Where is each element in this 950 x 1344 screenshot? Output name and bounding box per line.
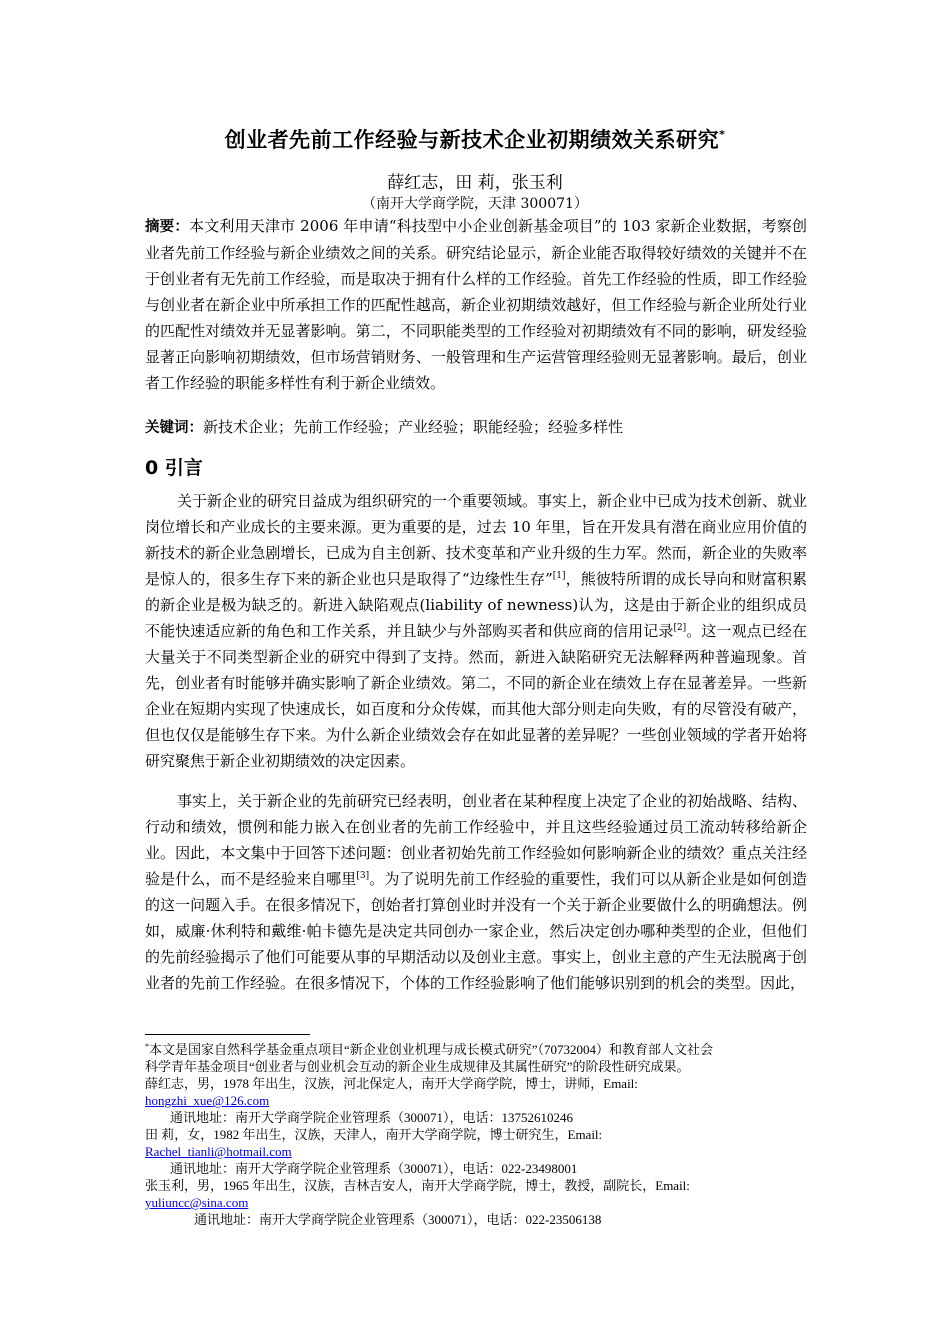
author-list: 薛红志，田 莉，张玉利: [387, 173, 563, 193]
author3-email-link[interactable]: yuliuncc@sina.com: [145, 1195, 249, 1210]
author1-email-link[interactable]: hongzhi_xue@126.com: [145, 1093, 270, 1108]
section-heading: 0 引言: [145, 457, 203, 479]
paragraph-text: 。为了说明先前工作经验的重要性，我们可以从新企业是如何创造的这一问题入手。在很多情况下，创始者打算创业时并没有一个关于新企业要做什么的明确想法。例如，威廉·休利特和戴维·帕卡德先是决定共同创办一家企业，然后决定创办哪种类型的企业，但他们的先前经验揭示了他们可能要从事的早期活动以及创业主意。事实上，创业主意的产生无法脱离于创业者的先前工作经验。在很多情况下，个体的工作经验影响了他们能够识别到的机会的类型。因此，: [145, 870, 807, 992]
abstract-label: 摘要：: [145, 219, 190, 235]
author3-address: 通讯地址：南开大学商学院企业管理系（300071），电话：022-23506138: [194, 1212, 602, 1227]
funding-note: [145, 1041, 815, 1058]
footnote-divider: [145, 1034, 310, 1035]
citation-ref: [1]: [552, 571, 566, 581]
abstract-text: 本文利用天津市 2006 年申请“科技型中小企业创新基金项目”的 103 家新企业数据，考察创业者先前工作经验与新企业绩效之间的关系。研究结论显示，新企业能否取得较好绩效的关键并不在于创业者有无先前工作经验，而是取决于拥有什么样的工作经验。首先工作经验的性质，即工作经验与创业者在新企业中所承担工作的匹配性越高，新企业初期绩效越好，但工作经验与新企业所处行业的匹配性对绩效并无显著影响。第二，不同职能类型的工作经验对初期绩效有不同的影响，研发经验显著正向影响初期绩效，但市场营销财务、一般管理和生产运营管理经验则无显著影响。最后，创业者工作经验的职能多样性有利于新企业绩效。: [145, 217, 808, 392]
keywords-text: 新技术企业；先前工作经验；产业经验；职能经验；经验多样性: [203, 418, 624, 436]
body-paragraph-1: [145, 488, 807, 774]
keywords-label: 关键词：: [145, 420, 203, 436]
title-text: 创业者先前工作经验与新技术企业初期绩效关系研究: [224, 128, 720, 152]
citation-ref: [2]: [673, 623, 687, 633]
affiliation: （南开大学商学院，天津 300071）: [362, 196, 588, 212]
funding-text-2: 科学青年基金项目“创业者与创业机会互动的新企业生成规律及其属性研究”的阶段性研究成果。: [145, 1059, 690, 1074]
keywords: [145, 414, 807, 441]
author2-bio: 田 莉，女，1982 年出生，汉族，天津人，南开大学商学院，博士研究生，Email:: [145, 1127, 603, 1142]
paragraph-text: 关于新企业的研究日益成为组织研究的一个重要领域。事实上，新企业中已成为技术创新、就业岗位增长和产业成长的主要来源。更为重要的是，过去 10 年里，旨在开发具有潜在商业应用价值的新技术的新企业急剧增长，已成为自主创新、技术变革和产业升级的生力军。然而，新企业的失败率是惊人的，很多生存下来的新企业也只是取得了“边缘性生存”: [145, 492, 808, 588]
author2-address: 通讯地址：南开大学商学院企业管理系（300071），电话：022-23498001: [170, 1161, 578, 1176]
abstract: [145, 213, 807, 396]
author1-address: 通讯地址：南开大学商学院企业管理系（300071），电话：13752610246: [170, 1110, 574, 1125]
body-paragraph-2: [145, 788, 807, 996]
paper-title: [0, 124, 950, 154]
author1-bio: 薛红志，男，1978 年出生，汉族，河北保定人，南开大学商学院，博士，讲师，Email:: [145, 1076, 638, 1091]
author2-email-link[interactable]: Rachel_tianli@hotmail.com: [145, 1144, 292, 1159]
footnote-marker: *: [145, 1042, 149, 1051]
paragraph-text: 。这一观点已经在大量关于不同类型新企业的研究中得到了支持。然而，新进入缺陷研究无法解释两种普遍现象。首先，创业者有时能够并确实影响了新企业绩效。第二，不同的新企业在绩效上存在显著差异。一些新企业在短期内实现了快速成长，如百度和分众传媒，而其他大部分则走向失败，有的尽管没有破产，但也仅仅是能够生存下来。为什么新企业绩效会存在如此显著的差异呢？一些创业领域的学者开始将研究聚焦于新企业初期绩效的决定因素。: [145, 622, 807, 770]
footnotes: [145, 1041, 815, 1228]
funding-text-1: 本文是国家自然科学基金重点项目“新企业创业机理与成长模式研究”（70732004）和教育部人文社会: [149, 1042, 714, 1057]
paragraph-text: 事实上，关于新企业的先前研究已经表明，创业者在某种程度上决定了企业的初始战略、结构、行动和绩效，惯例和能力嵌入在创业者的先前工作经验中，并且这些经验通过员工流动转移给新企业。因此，本文集中于回答下述问题：创业者初始先前工作经验如何影响新企业的绩效？重点关注经验是什么，而不是经验来自哪里: [145, 792, 808, 888]
citation-ref: [3]: [356, 871, 370, 881]
title-footnote-marker: *: [719, 128, 726, 141]
author3-bio: 张玉利，男，1965 年出生，汉族，吉林吉安人，南开大学商学院，博士，教授，副院长，Email:: [145, 1178, 690, 1193]
paragraph-text: ，熊彼特所谓的成长导向和财富积累的新企业是极为缺乏的。新进入缺陷观点(liability of newness)认为，这是由于新企业的组织成员不能快速适应新的角色和工作关系，并且缺少与外部购买者和供应商的信用记录: [145, 570, 807, 640]
